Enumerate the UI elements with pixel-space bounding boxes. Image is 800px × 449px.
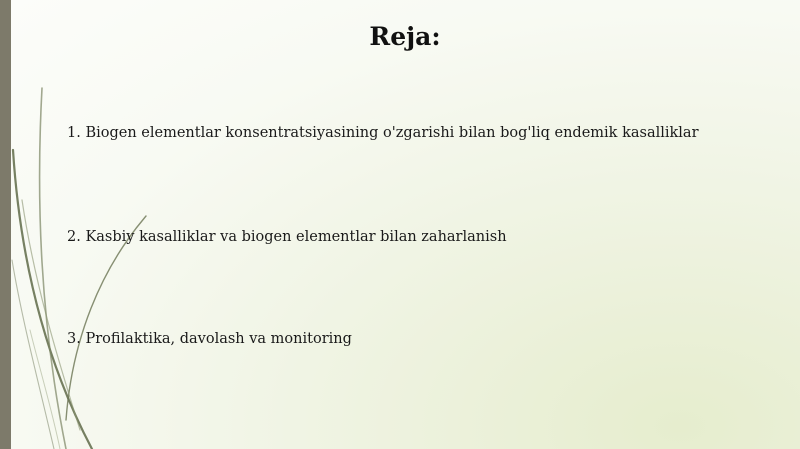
plan-item-2: 2. Kasbiy kasalliklar va biogen elementlar bilan zaharlanish [67,229,507,245]
left-accent-bar [0,0,11,449]
plan-item-1: 1. Biogen elementlar konsentratsiyasining o'zgarishi bilan bog'liq endemik kasalliklar [67,125,699,141]
slide-title: Reja: [369,22,441,51]
plan-item-3: 3. Profilaktika, davolash va monitoring [67,331,352,347]
